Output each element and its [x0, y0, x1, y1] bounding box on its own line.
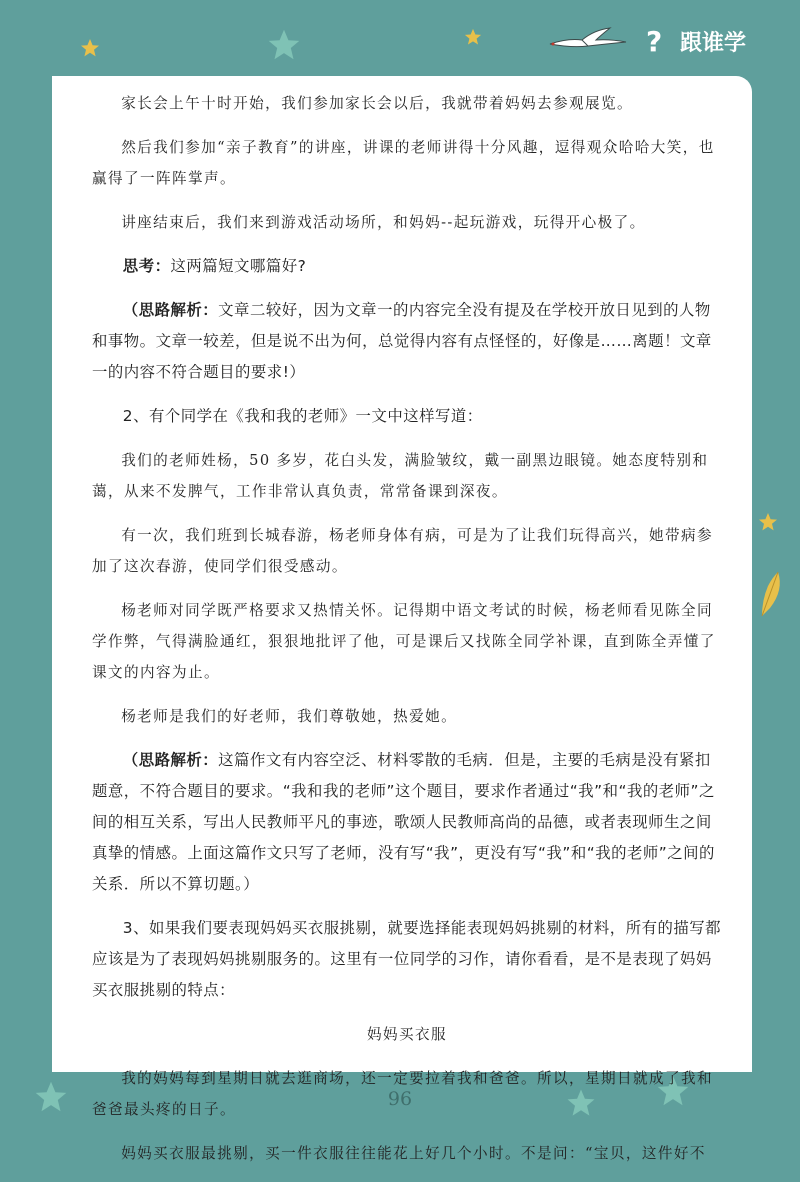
star-icon — [80, 38, 100, 58]
paragraph: 我的妈妈每到星期日就去逛商场，还一定要拉着我和爸爸。所以，星期日就成了我和爸爸最头疼的日子。 — [92, 1070, 713, 1118]
star-icon — [266, 28, 302, 62]
analysis-label: （思路解析： — [122, 301, 219, 319]
star-icon — [758, 512, 778, 532]
document-content — [92, 88, 722, 1182]
thinking-question — [92, 251, 722, 282]
brand-name: 跟谁学 — [680, 31, 747, 56]
paragraph: 妈妈买衣服最挑剔，买一件衣服往往能花上好几个小时。不是问：“宝贝，这件好不 — [121, 1145, 706, 1162]
thinking-text: 这两篇短文哪篇好? — [170, 257, 307, 275]
analysis-paragraph — [92, 295, 722, 388]
paragraph: 杨老师是我们的好老师，我们尊敬她，热爱她。 — [121, 708, 458, 725]
paragraph: 3、如果我们要表现妈妈买衣服挑剔，就要选择能表现妈妈挑剔的材料，所有的描写都应该是为了表现妈妈挑剔服务的。这里有一位同学的习作，请你看看，是不是表现了妈妈买衣服挑剔的特点： — [92, 919, 722, 999]
feather-icon — [758, 570, 784, 618]
paragraph: 家长会上午十时开始，我们参加家长会以后，我就带着妈妈去参观展览。 — [121, 95, 633, 112]
crane-icon — [548, 24, 628, 54]
brand-logo — [646, 26, 746, 57]
paragraph: 我们的老师姓杨，50 多岁，花白头发，满脸皱纹，戴一副黑边眼镜。她态度特别和蔼，从来不发脾气，工作非常认真负责，常常备课到深夜。 — [92, 452, 709, 500]
analysis-text: 这篇作文有内容空泛、材料零散的毛病．但是，主要的毛病是没有紧扣题意，不符合题目的要求。“我和我的老师”这个题目，要求作者通过“我”和“我的老师”之间的相互关系，写出人民教师平凡的事迹，歌颂人民教师高尚的品德，或者表现师生之间真挚的情感。上面这篇作文只写了老师，没有写“我”，更没有写“我”和“我的老师”之间的关系．所以不算切题。） — [92, 751, 715, 893]
page-number: 96 — [387, 1088, 413, 1110]
paragraph: 然后我们参加“亲子教育”的讲座，讲课的老师讲得十分风趣，逗得观众哈哈大笑，也赢得了一阵阵掌声。 — [92, 139, 715, 187]
paragraph: 杨老师对同学既严格要求又热情关怀。记得期中语文考试的时候，杨老师看见陈全同学作弊，气得满脸通红，狠狠地批评了他，可是课后又找陈全同学补课，直到陈全弄懂了课文的内容为止。 — [92, 602, 716, 681]
analysis-label: （思路解析： — [122, 751, 219, 769]
question-mark-icon: ? — [646, 24, 663, 58]
star-icon — [464, 28, 482, 46]
analysis-text: 文章二较好，因为文章一的内容完全没有提及在学校开放日见到的人物和事物。文章一较差，但是说不出为何，总觉得内容有点怪怪的，好像是……离题！文章一的内容不符合题目的要求!） — [92, 301, 712, 381]
paragraph: 2、有个同学在《我和我的老师》一文中这样写道： — [122, 407, 483, 425]
thinking-label: 思考： — [122, 257, 171, 275]
paragraph: 讲座结束后，我们来到游戏活动场所，和妈妈--起玩游戏，玩得开心极了。 — [121, 214, 646, 231]
analysis-paragraph — [92, 745, 722, 900]
paragraph: 有一次，我们班到长城春游，杨老师身体有病，可是为了让我们玩得高兴，她带病参加了这次春游，使同学们很受感动。 — [92, 527, 713, 575]
essay-title: 妈妈买衣服 — [367, 1026, 447, 1043]
